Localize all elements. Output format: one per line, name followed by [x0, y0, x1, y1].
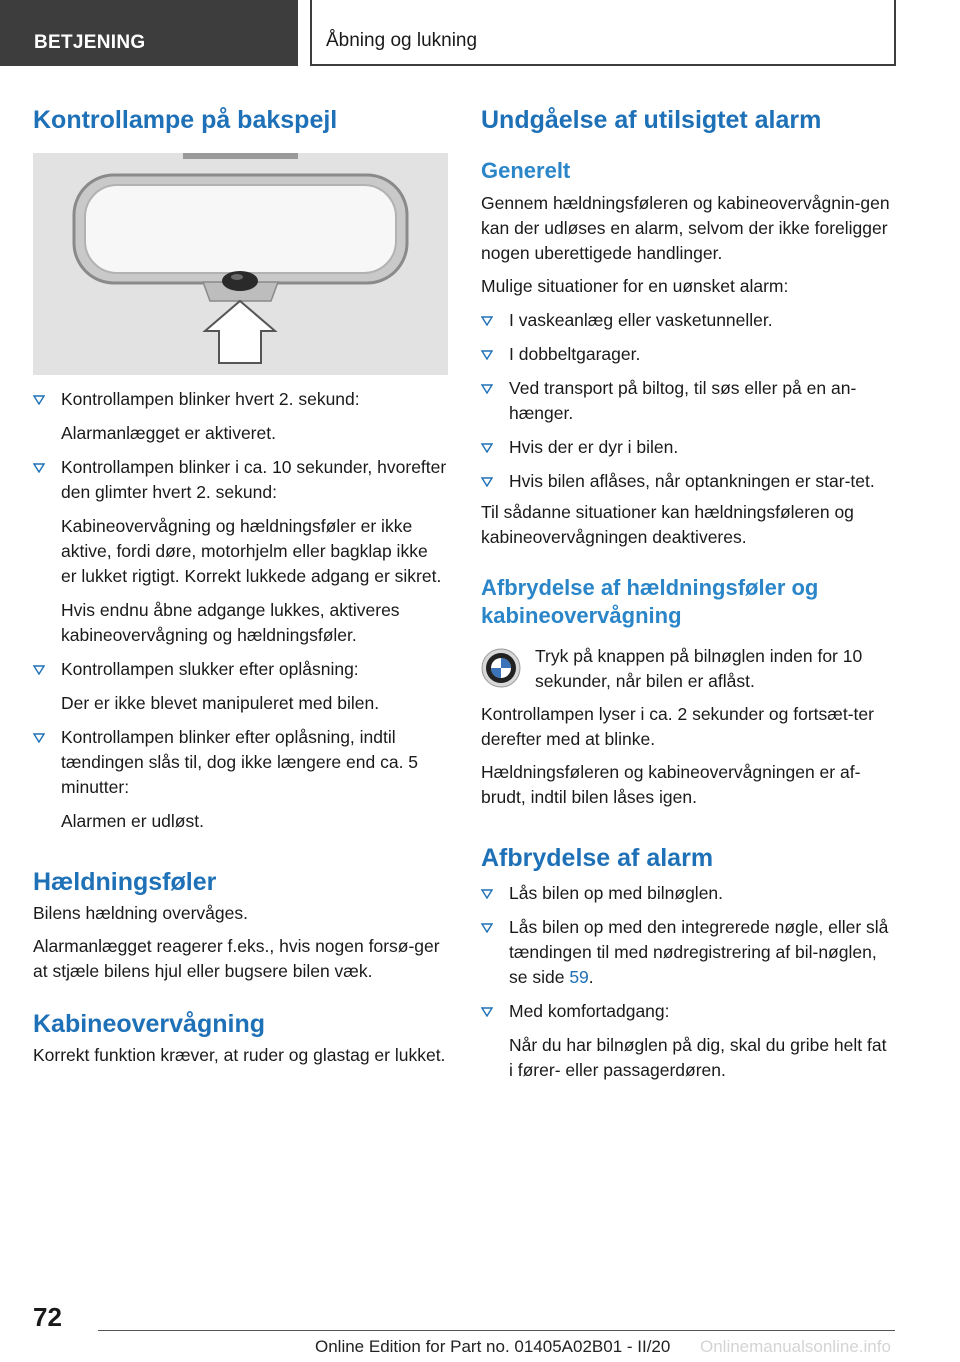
left-column — [33, 100, 448, 1068]
heading-indicator-lamp: Kontrollampe på bakspejl — [33, 106, 338, 134]
bmw-logo-icon — [481, 648, 521, 688]
triangle-bullet-icon — [33, 733, 45, 743]
general-paragraph-2: Mulige situationer for en uønsket alarm: — [481, 276, 789, 296]
list-item: Hvis der er dyr i bilen. — [481, 435, 895, 460]
general-paragraph-3: Til sådanne situationer kan hældningsføleren og kabineovervågningen deaktiveres. — [481, 502, 854, 547]
list-item: Ved transport på biltog, til søs eller på en an‐hænger. — [481, 376, 895, 426]
section-tab: BETJENING — [0, 0, 298, 66]
situation-list — [481, 308, 895, 494]
list-item: Kontrollampen blinker efter oplåsning, indtil tændingen slås til, dog ikke længere end ca. 5 minutter: Alarmen er udløst. — [33, 725, 448, 834]
page-number: 72 — [33, 1302, 62, 1332]
list-item: Hvis bilen aflåses, når optankningen er star‐tet. — [481, 469, 895, 494]
heading-avoid-alarm: Undgåelse af utilsigtet alarm — [481, 106, 822, 134]
list-item: Lås bilen op med den integrerede nøgle, eller slå tændingen til med nødregistrering af bil‐nøglen, se side 59. — [481, 915, 895, 990]
triangle-bullet-icon — [33, 665, 45, 675]
heading-general: Generelt — [481, 158, 571, 183]
list-item: I dobbeltgarager. — [481, 342, 895, 367]
triangle-bullet-icon — [481, 889, 493, 899]
triangle-bullet-icon — [481, 350, 493, 360]
page-reference-link[interactable]: 59 — [569, 967, 589, 987]
cabin-paragraph-1: Korrekt funktion kræver, at ruder og glastag er lukket. — [33, 1045, 446, 1065]
triangle-bullet-icon — [481, 923, 493, 933]
edition-text: Online Edition for Part no. 01405A02B01 - II/20 — [315, 1337, 671, 1356]
list-item: Lås bilen op med bilnøglen. — [481, 881, 895, 906]
interrupt-paragraph-2: Hældningsføleren og kabineovervågningen er af‐brudt, indtil bilen låses igen. — [481, 762, 861, 807]
triangle-bullet-icon — [33, 463, 45, 473]
triangle-bullet-icon — [33, 395, 45, 405]
triangle-bullet-icon — [481, 384, 493, 394]
alarm-list — [481, 881, 895, 1083]
heading-interrupt-alarm: Afbrydelse af alarm — [481, 844, 714, 872]
triangle-bullet-icon — [481, 316, 493, 326]
list-item: Med komfortadgang: Når du har bilnøglen på dig, skal du gribe helt fat i fører- eller passagerdøren. — [481, 999, 895, 1083]
triangle-bullet-icon — [481, 443, 493, 453]
tilt-paragraph-2: Alarmanlægget reagerer f.eks., hvis nogen forsø‐ger at stjæle bilens hjul eller bugsere bilen væk. — [33, 936, 440, 981]
mirror-icon — [33, 153, 448, 375]
triangle-bullet-icon — [481, 477, 493, 487]
tilt-paragraph-1: Bilens hældning overvåges. — [33, 903, 248, 923]
right-column — [481, 100, 895, 1083]
heading-cabin-monitoring: Kabineovervågning — [33, 1010, 265, 1038]
list-item: I vaskeanlæg eller vasketunneller. — [481, 308, 895, 333]
footer-divider — [98, 1330, 895, 1331]
list-item: Kontrollampen blinker hvert 2. sekund: Alarmanlægget er aktiveret. — [33, 387, 448, 446]
triangle-bullet-icon — [481, 1007, 493, 1017]
list-item: Kontrollampen blinker i ca. 10 sekunder, hvorefter den glimter hvert 2. sekund: Kabineovervågning og hældningsføler er ikke aktive, fordi døre, motorhjelm eller bagklap ikke er lukket rigtigt. Korrekt lukkede adgang er sikret. Hvis endnu åbne adgange lukkes, aktiveres kabineovervågning og hældningsføler. — [33, 455, 448, 648]
rearview-mirror-illustration — [33, 153, 448, 375]
interrupt-paragraph-1: Kontrollampen lyser i ca. 2 sekunder og fortsæt‐ter derefter med at blinke. — [481, 704, 874, 749]
watermark: Onlinemanualsonline.info — [700, 1337, 891, 1356]
list-item: Kontrollampen slukker efter oplåsning: Der er ikke blevet manipuleret med bilen. — [33, 657, 448, 716]
heading-interrupt-sensor: Afbrydelse af hældningsføler og kabineovervågning — [481, 575, 819, 628]
general-paragraph-1: Gennem hældningsføleren og kabineovervågnin‐gen kan der udløses en alarm, selvom der ikke foreligger nogen uberettigede handlinger. — [481, 193, 890, 263]
chapter-title: Åbning og lukning — [310, 0, 896, 66]
page-header — [0, 0, 960, 66]
indicator-list — [33, 387, 448, 834]
heading-tilt-sensor: Hældningsføler — [33, 868, 217, 896]
key-button-note — [481, 644, 895, 694]
note-text: Tryk på knappen på bilnøglen inden for 10 sekunder, når bilen er aflåst. — [535, 646, 863, 691]
